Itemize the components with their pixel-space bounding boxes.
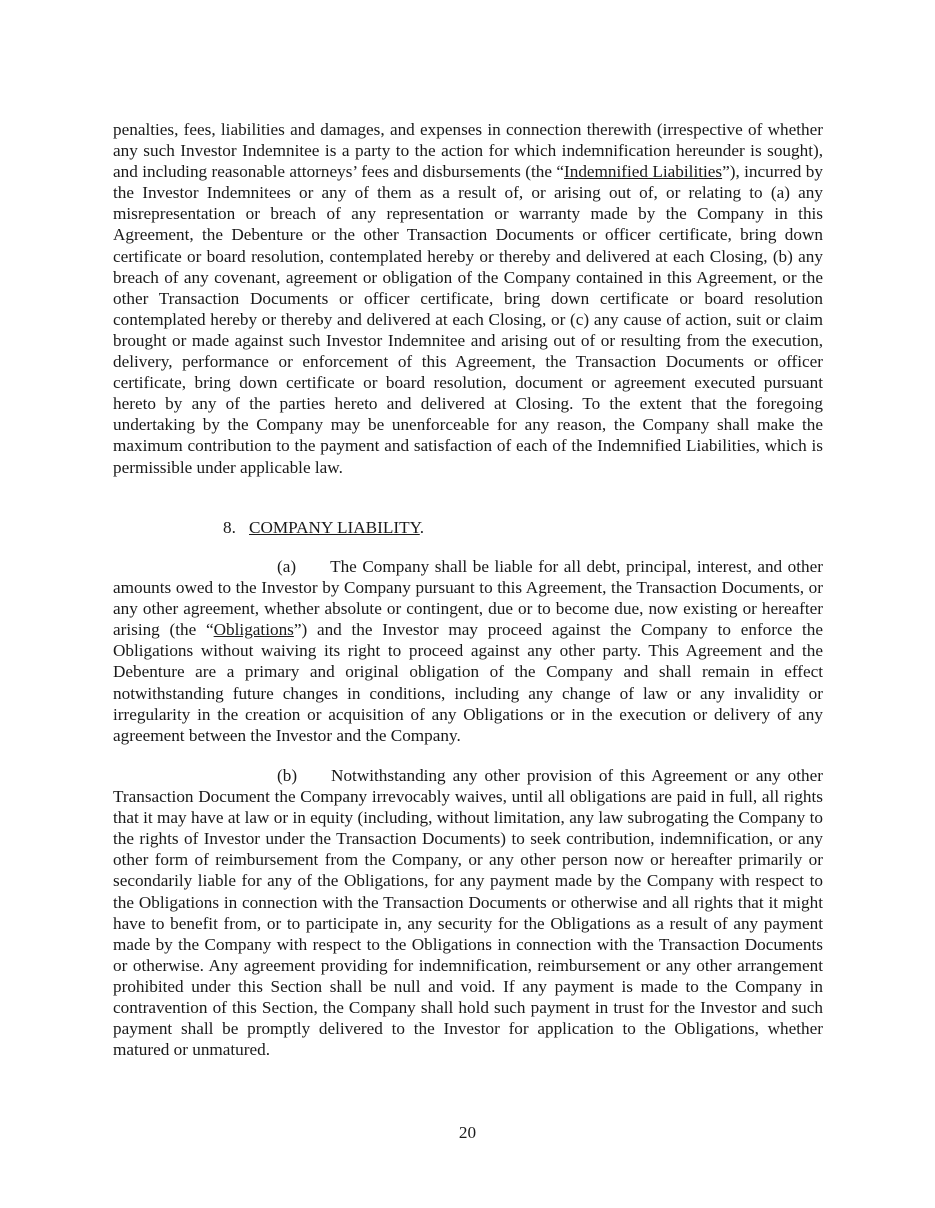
paragraph-text: Notwithstanding any other provision of this Agreement or any other Transaction Document the Company irrevocably waives, until all obligations are paid in full, all rights that it may have at law or in equity (including, without limitation, any law subrogating the Company to the rights of Investor under the Transaction Documents) to seek contribution, indemnification, or any other form of reimbursement from the Company, or any other person now or hereafter primarily or secondarily liable for any of the Obligations, for any payment made by the Company with respect to the Obligations in connection with the Transaction Documents or otherwise and all rights that it might have to benefit from, or to participate in, any security for the Obligations as a result of any payment made by the Company with respect to the Obligations in connection with the Transaction Documents or otherwise. Any agreement providing for indemnification, reimbursement or any other arrangement prohibited under this Section shall be null and void. If any payment is made to the Company in contravention of this Section, the Company shall hold such payment in trust for the Investor and such payment shall be promptly delivered to the Investor for application to the Obligations, whether matured or unmatured. [113,766,823,1060]
subsection-b-paragraph [113,765,823,1060]
subsection-label: (b) [277,766,298,785]
indemnification-paragraph [113,119,823,478]
paragraph-text: The Company shall be liable for all debt, principal, interest, and other amounts owed to the Investor by Company pursuant to this Agreement, the Transaction Documents, or any other agreement, whether absolute or contingent, due or to become due, now existing or hereafter arising (the “ [113,557,823,640]
section-heading [223,517,424,538]
page-number: 20 [458,1123,477,1142]
section-title: COMPANY LIABILITY [249,518,420,537]
subsection-a-paragraph [113,556,823,746]
defined-term-obligations: Obligations [213,620,294,640]
section-title-period: . [419,518,425,537]
subsection-label: (a) [277,557,297,576]
section-number: 8. [223,518,236,537]
paragraph-text: penalties, fees, liabilities and damages, and expenses in connection therewith (irrespective of whether any such Investor Indemnitee is a party to the action for which indemnification hereunder is sought), and including reasonable attorneys’ fees and disbursements (the “ [113,120,823,182]
paragraph-text: ”) and the Investor may proceed against the Company to enforce the Obligations without waiving its right to proceed against any other party. This Agreement and the Debenture are a primary and original obligation of the Company and shall remain in effect notwithstanding future changes in conditions, including any change of law or any invalidity or irregularity in the creation or acquisition of any Obligations or in the execution or delivery of any agreement between the Investor and the Company. [113,620,823,745]
defined-term-indemnified-liabilities: Indemnified Liabilities [564,162,723,182]
paragraph-text: ”), incurred by the Investor Indemnitees or any of them as a result of, or arising out of, or relating to (a) any misrepresentation or breach of any representation or warranty made by the Company in this Agreement, the Debenture or the other Transaction Documents or officer certificate, bring down certificate or board resolution, contemplated hereby or thereby and delivered at each Closing, (b) any breach of any covenant, agreement or obligation of the Company contained in this Agreement, or the other Transaction Documents or officer certificate, bring down certificate or board resolution contemplated hereby or thereby and delivered at each Closing, or (c) any cause of action, suit or claim brought or made against such Investor Indemnitee and arising out of or resulting from the execution, delivery, performance or enforcement of this Agreement, the Transaction Documents or officer certificate, bring down certificate or board resolution, document or agreement executed pursuant hereto by any of the parties hereto and delivered at Closing. To the extent that the foregoing undertaking by the Company may be unenforceable for any reason, the Company shall make the maximum contribution to the payment and satisfaction of each of the Indemnified Liabilities, which is permissible under applicable law. [113,162,823,477]
